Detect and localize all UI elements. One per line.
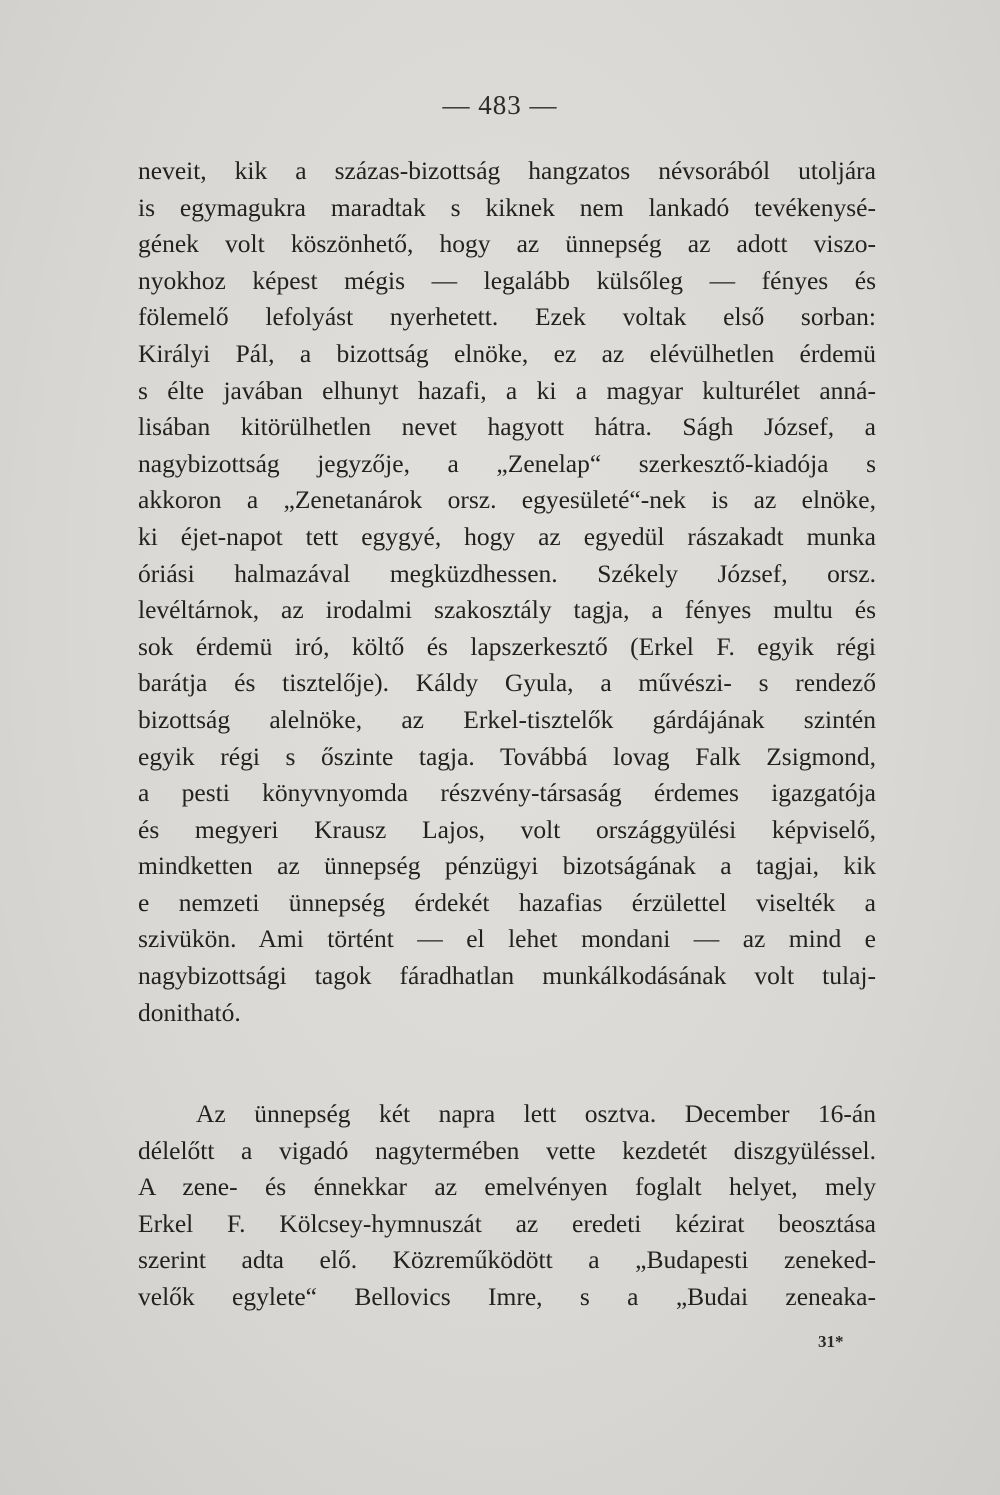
text-line: levéltárnok, az irodalmi szakosztály tagja, a fényes multu és [138,595,876,625]
text-line: s élte javában elhunyt hazafi, a ki a magyar kulturélet anná- [138,375,876,405]
text-line: szerint adta elő. Közreműködött a „Budapesti zeneked- [138,1245,876,1275]
text-line: neveit, kik a százas-bizottság hangzatos névsorából utoljára [138,156,876,185]
text-line: sok érdemü iró, költő és lapszerkesztő (Erkel F. egyik régi [138,631,876,661]
page-number: — 483 — [442,90,558,120]
text-line: A zene- és énnekkar az emelvényen foglalt helyet, mely [138,1172,876,1202]
text-line: ki éjet-napot tett egygyé, hogy az egyedül rászakadt munka [138,521,876,551]
text-line: egyik régi s őszinte tagja. Továbbá lovag Falk Zsigmond, [138,741,876,771]
text-line: nagybizottsági tagok fáradhatlan munkálkodásának volt tulaj- [138,961,876,991]
text-line: Erkel F. Kölcsey-hymnuszát az eredeti kézirat beosztása [138,1208,876,1238]
text-line: akkoron a „Zenetanárok orsz. egyesületé“-nek is az elnöke, [138,485,876,515]
text-line: lisában kitörülhetlen nevet hagyott hátra. Ságh József, a [138,412,876,442]
text-line: Az ünnepség két napra lett osztva. December 16-án [196,1099,876,1128]
text-line: és megyeri Krausz Lajos, volt országgyülési képviselő, [138,814,876,844]
text-line: fölemelő lefolyást nyerhetett. Ezek voltak első sorban: [138,302,876,332]
paragraph-1 [138,153,876,1031]
text-line: Királyi Pál, a bizottság elnöke, ez az elévülhetlen érdemü [138,338,876,368]
text-line: donitható. [138,997,241,1027]
signature-mark: 31* [818,1332,844,1351]
text-line: a pesti könyvnyomda részvény-társaság érdemes igazgatója [138,778,876,808]
text-line: nyokhoz képest mégis — legalább külsőleg — fényes és [138,265,876,295]
text-line: nagybizottság jegyzője, a „Zenelap“ szerkesztő-kiadója s [138,448,876,478]
paragraph-2 [138,1096,876,1316]
text-line: mindketten az ünnepség pénzügyi bizotságának a tagjai, kik [138,851,876,881]
text-line: velők egylete“ Bellovics Imre, s a „Budai zeneaka- [138,1281,876,1311]
text-line: szivükön. Ami történt — el lehet mondani — az mind e [138,924,876,954]
text-line: e nemzeti ünnepség érdekét hazafias érzülettel viselték a [138,887,876,917]
text-line: bizottság alelnöke, az Erkel-tisztelők gárdájának szintén [138,704,876,734]
text-line: délelőtt a vigadó nagytermében vette kezdetét diszgyüléssel. [138,1135,876,1165]
text-line: óriási halmazával megküzdhessen. Székely József, orsz. [138,558,876,588]
text-line: is egymagukra maradtak s kiknek nem lankadó tevékenysé- [138,192,876,222]
text-line: barátja és tisztelője). Káldy Gyula, a művészi- s rendező [138,668,876,698]
text-line: gének volt köszönhető, hogy az ünnepség az adott viszo- [138,229,876,259]
